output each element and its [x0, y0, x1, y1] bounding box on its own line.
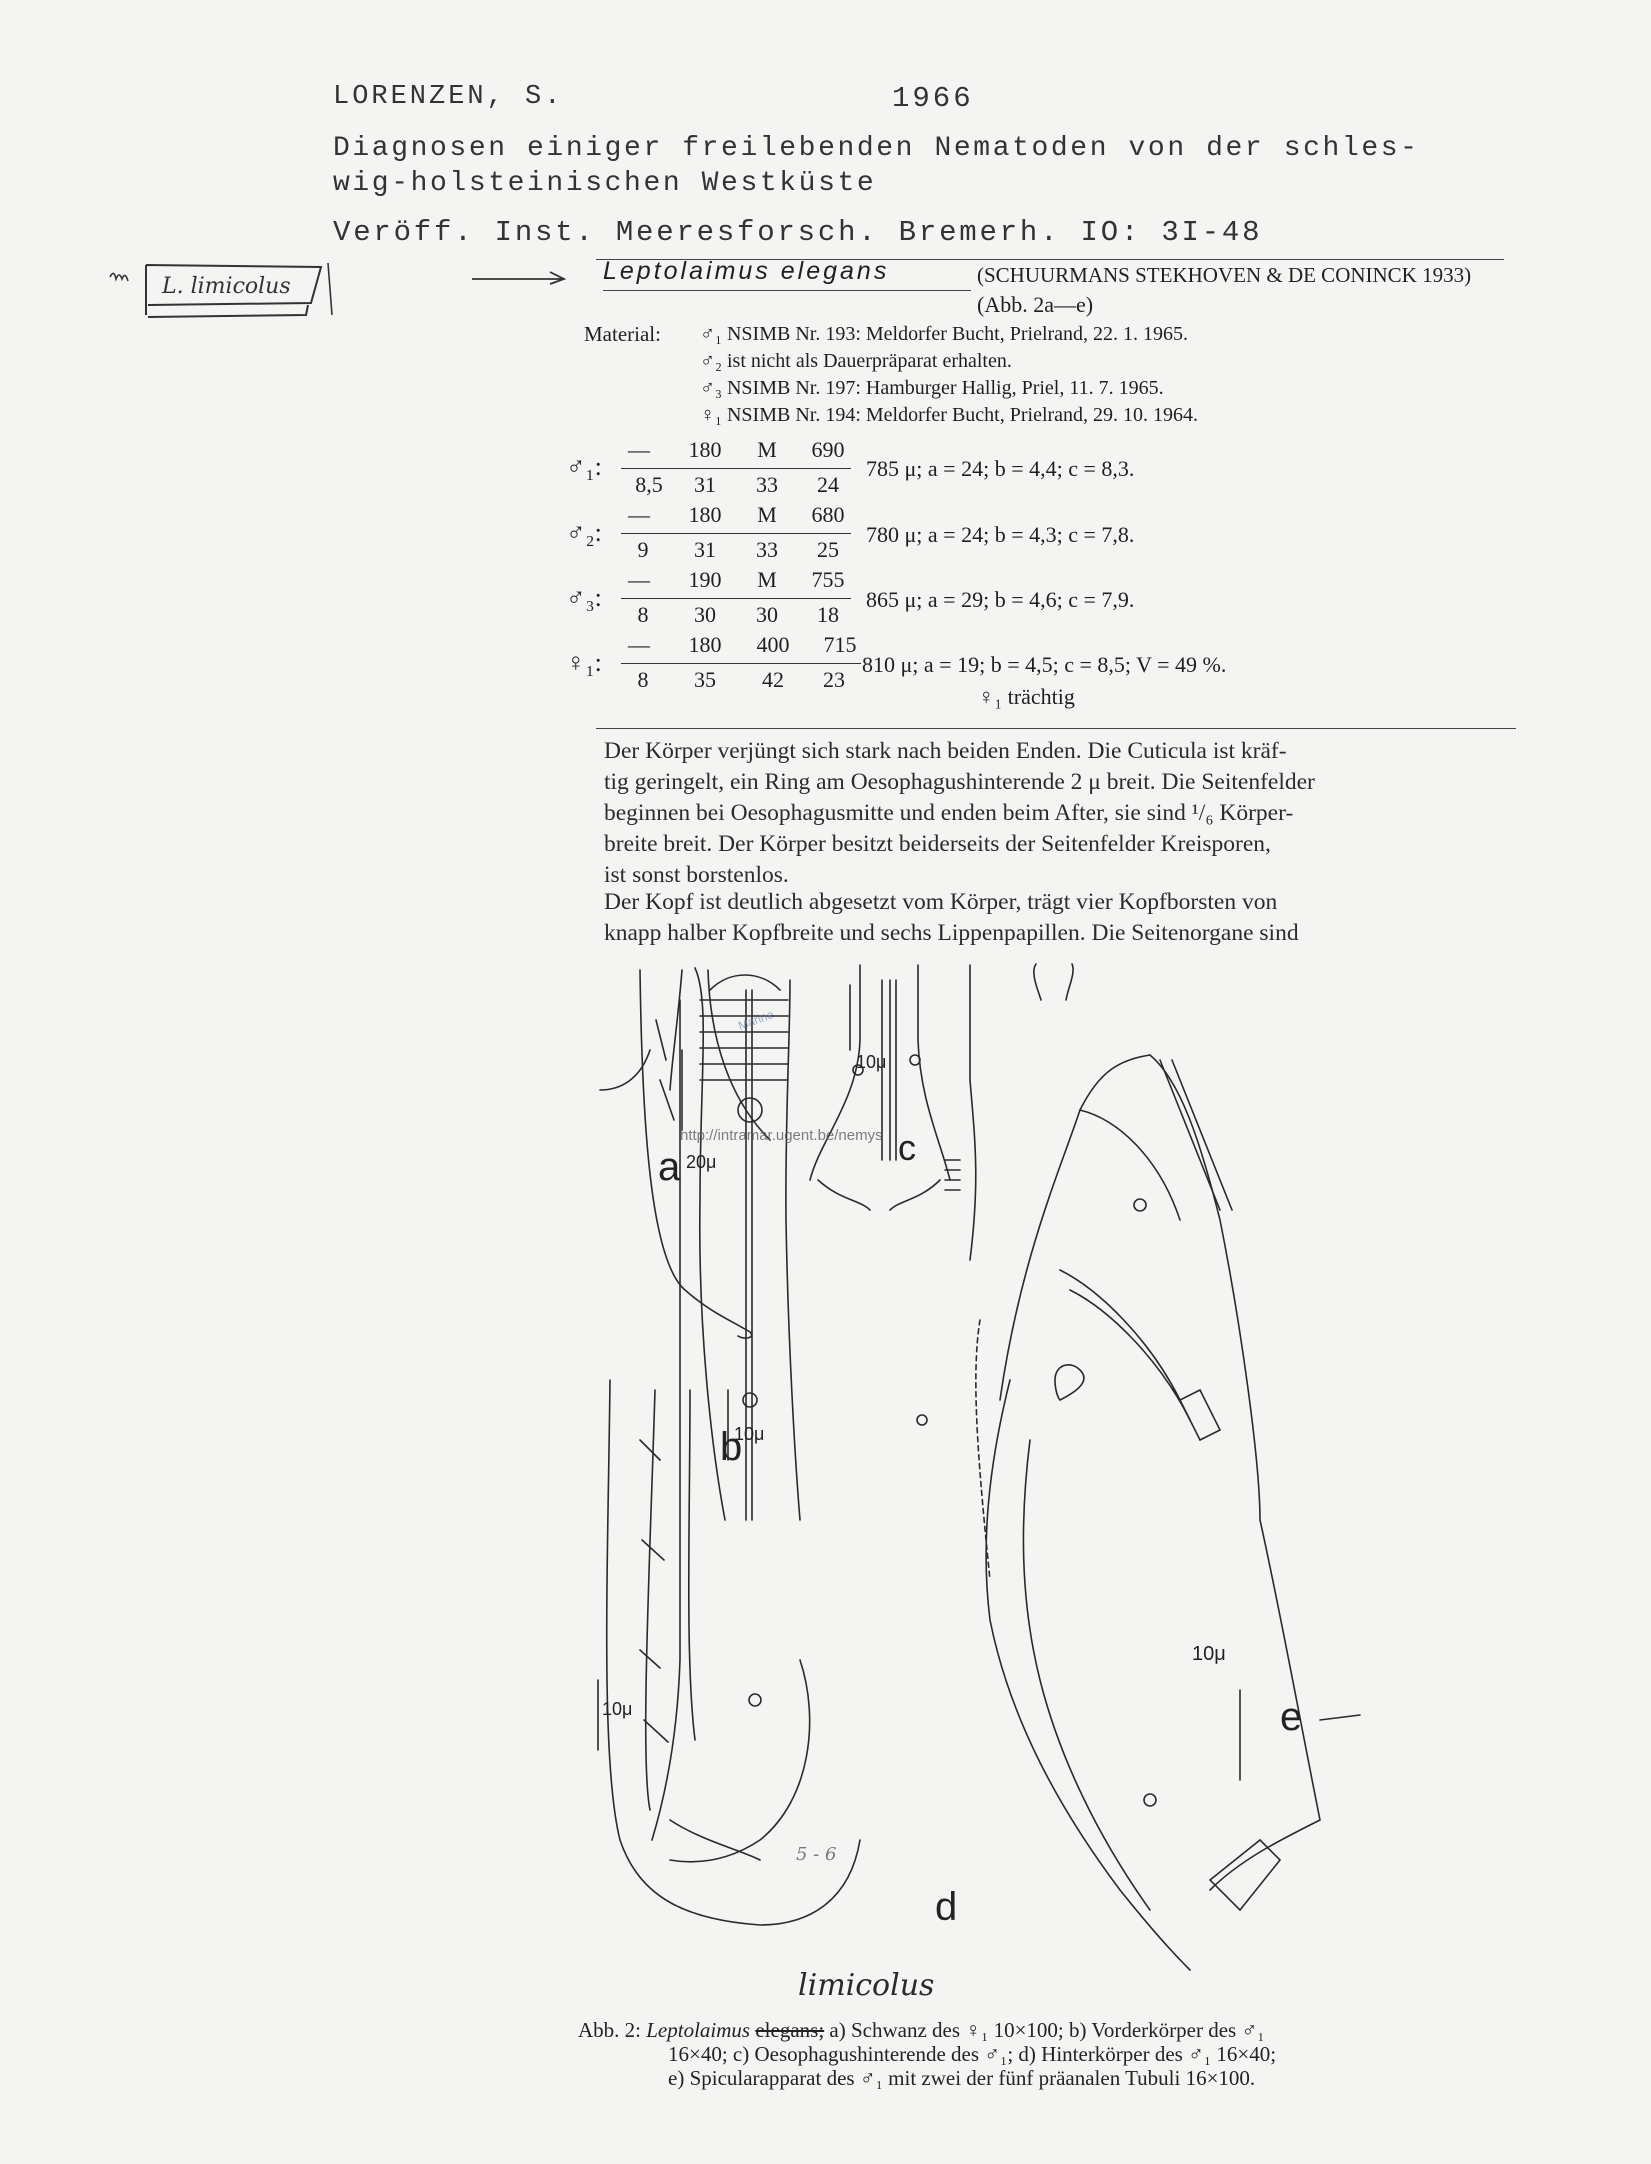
fraction-line — [621, 663, 861, 664]
caption-genus: Leptolaimus — [646, 2018, 751, 2042]
measurement-value: 30 — [694, 602, 716, 627]
specimen-symbol: ♂₃: — [566, 583, 602, 612]
specimen-symbol: ♂₁: — [566, 452, 602, 481]
drawing-b-anterior-body — [600, 964, 1073, 1840]
text-line: tig geringelt, ein Ring am Oesophagushinterende 2 μ breit. Die Seitenfelder — [604, 769, 1315, 795]
scale-label-e: 10μ — [1192, 1643, 1226, 1665]
measurement-value: 33 — [756, 537, 778, 562]
watermark-url: http://intramar.ugent.be/nemys — [680, 1127, 883, 1144]
measurement-value: 8,5 — [635, 472, 663, 497]
figure-label-d: d — [935, 1885, 958, 1929]
measurement-value: — — [628, 567, 650, 592]
measurement-value: 42 — [762, 667, 784, 692]
title-line-1: Diagnosen einiger freilebenden Nematoden von der schles- — [333, 133, 1420, 164]
measurement-value: 24 — [817, 472, 839, 497]
author-name: LORENZEN, S. — [333, 82, 564, 112]
text-line: beginnen bei Oesophagusmitte und enden beim After, sie sind ¹/₆ Körper- — [604, 800, 1294, 826]
header-rule — [596, 259, 1504, 260]
measurement-value: 690 — [811, 437, 845, 462]
journal-reference: Veröff. Inst. Meeresforsch. Bremerh. IO: 3I-48 — [333, 216, 1263, 249]
material-line: ♂₃ NSIMB Nr. 197: Hamburger Hallig, Priel, 11. 7. 1965. — [700, 377, 1164, 399]
handwritten-arrow-icon — [470, 268, 570, 288]
description-paragraph-2 — [604, 887, 1516, 949]
measurement-value: 190 — [688, 567, 722, 592]
margin-note-text: L. limicolus — [162, 274, 291, 299]
text-line: Der Körper verjüngt sich stark nach beiden Enden. Die Cuticula ist kräf- — [604, 738, 1287, 764]
caption-line-1-rest: a) Schwanz des ♀₁ 10×100; b) Vorderkörper des ♂₁ — [824, 2018, 1265, 2042]
figure-2-drawings — [560, 960, 1540, 2003]
material-label: Material: — [584, 322, 661, 346]
measurement-value: 680 — [811, 502, 845, 527]
text-line: knapp halber Kopfbreite und sechs Lippenpapillen. Die Seitenorgane sind — [604, 920, 1299, 946]
measurement-value: 755 — [811, 567, 845, 592]
scale-bars — [598, 985, 1240, 1780]
measurement-value: 25 — [817, 537, 839, 562]
measurement-value: 8 — [637, 667, 649, 692]
caption-line-3: e) Spicularapparat des ♂₁ mit zwei der fünf präanalen Tubuli 16×100. — [668, 2066, 1256, 2090]
measurement-value: 31 — [694, 472, 716, 497]
caption-line-1 — [578, 2018, 1276, 2042]
measurement-formula: 865 μ; a = 29; b = 4,6; c = 7,9. — [866, 587, 1135, 612]
text-line: ist sonst borstenlos. — [604, 862, 789, 888]
measurement-value: 8 — [637, 602, 649, 627]
measurement-value: 180 — [688, 437, 722, 462]
material-line: ♀₁ NSIMB Nr. 194: Meldorfer Bucht, Prielrand, 29. 10. 1964. — [700, 404, 1199, 426]
measurement-value: 31 — [694, 537, 716, 562]
measurement-formula: 785 μ; a = 24; b = 4,4; c = 8,3. — [866, 456, 1135, 481]
material-line: ♂₂ ist nicht als Dauerpräparat erhalten. — [700, 350, 1012, 372]
measurement-value: 400 — [756, 632, 790, 657]
drawing-e-spicular-apparatus — [917, 1055, 1360, 1970]
species-name: Leptolaimus elegans — [603, 257, 890, 285]
species-figure-ref: (Abb. 2a—e) — [977, 292, 1094, 317]
watermark-name: Marine — [736, 1007, 776, 1033]
measurement-value: — — [628, 632, 650, 657]
text-line: Der Kopf ist deutlich abgesetzt vom Körper, trägt vier Kopfborsten von — [604, 889, 1278, 915]
measurement-value: 23 — [823, 667, 845, 692]
measurement-value: 18 — [817, 602, 839, 627]
measurement-value: 180 — [688, 502, 722, 527]
measurement-value: M — [757, 502, 777, 527]
measurement-value: 9 — [637, 537, 649, 562]
caption-prefix: Abb. 2: — [578, 2018, 647, 2042]
handwritten-correction: limicolus — [798, 1968, 935, 2003]
measurement-value: — — [628, 437, 650, 462]
fraction-line — [621, 598, 851, 599]
figure-label-a: a — [658, 1145, 681, 1189]
specimen-symbol: ♀₁: — [566, 648, 602, 677]
caption-line-2: 16×40; c) Oesophagushinterende des ♂₁; d) Hinterkörper des ♂₁ 16×40; — [668, 2042, 1277, 2066]
text-line: breite breit. Der Körper besitzt beiderseits der Seitenfelder Kreisporen, — [604, 831, 1271, 857]
figure-caption — [578, 1968, 1277, 2090]
title-line-2: wig-holsteinischen Westküste — [333, 168, 877, 199]
measurement-formula: 810 μ; a = 19; b = 4,5; c = 8,5; V = 49 %. — [862, 652, 1227, 677]
figure-label-b: b — [720, 1425, 743, 1469]
drawing-c-oesophagus-end — [810, 965, 976, 1260]
caption-struck-word: elegans; — [755, 2018, 825, 2042]
measurement-value: 35 — [694, 667, 716, 692]
pencil-note: 5 - 6 — [796, 1844, 837, 1865]
publication-year: 1966 — [892, 82, 974, 115]
scale-label-d: 10μ — [602, 1699, 633, 1719]
measurement-note: ♀₁ trächtig — [978, 684, 1075, 709]
measurement-value: 33 — [756, 472, 778, 497]
species-authority: (SCHUURMANS STEKHOVEN & DE CONINCK 1933) — [977, 263, 1472, 287]
measurement-value: 30 — [756, 602, 778, 627]
section-rule — [596, 728, 1516, 729]
measurement-value: M — [757, 437, 777, 462]
species-underline — [603, 290, 971, 291]
fraction-line — [621, 468, 851, 469]
figure-label-e: e — [1280, 1695, 1303, 1739]
description-paragraph-1 — [604, 736, 1516, 891]
material-line: ♂₁ NSIMB Nr. 193: Meldorfer Bucht, Prielrand, 22. 1. 1965. — [700, 323, 1189, 345]
scale-label-c: 10μ — [856, 1052, 887, 1072]
fraction-line — [621, 533, 851, 534]
specimen-symbol: ♂₂: — [566, 518, 602, 547]
figure-label-c: c — [898, 1127, 916, 1168]
handwritten-margin-note — [96, 255, 341, 321]
measurement-value: M — [757, 567, 777, 592]
scale-label-b: 10μ — [734, 1424, 765, 1444]
scale-label-a: 20μ — [686, 1152, 717, 1172]
measurement-value: — — [628, 502, 650, 527]
measurement-value: 180 — [688, 632, 722, 657]
measurement-value: 715 — [823, 632, 857, 657]
measurement-formula: 780 μ; a = 24; b = 4,3; c = 7,8. — [866, 522, 1135, 547]
